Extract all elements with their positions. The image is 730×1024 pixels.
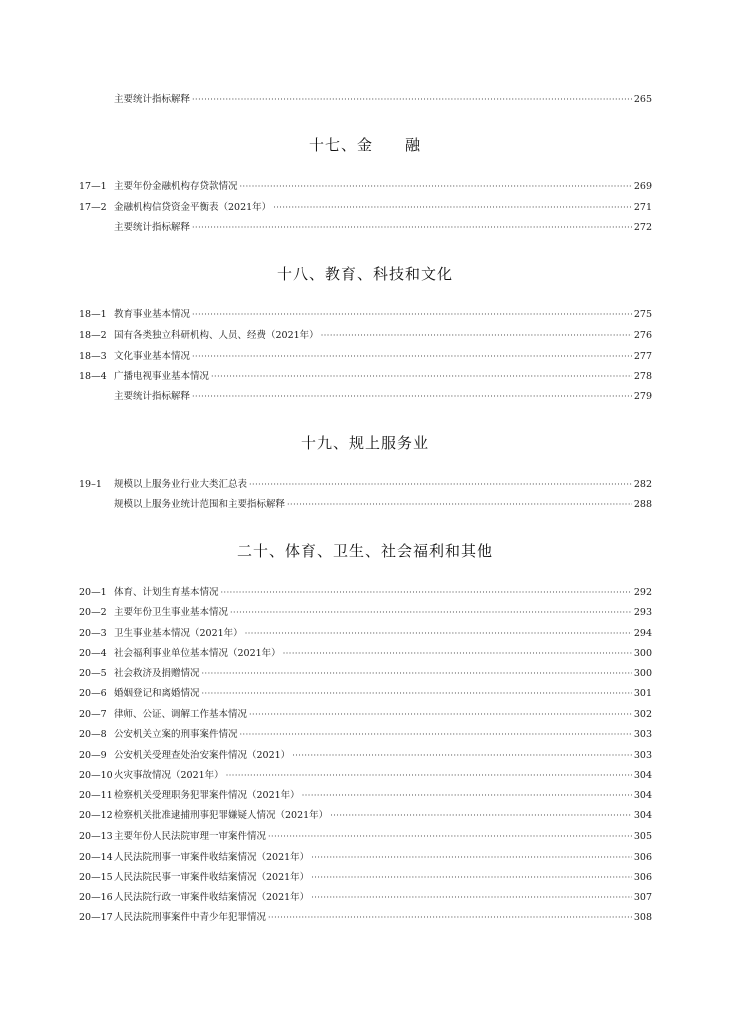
entry-title: 主要统计指标解释 [114, 391, 191, 402]
toc-entry[interactable] [79, 497, 652, 513]
toc-entry[interactable] [79, 220, 652, 236]
leader-dots [226, 768, 632, 784]
leader-dots [311, 870, 632, 886]
entry-number: 20—8 [79, 729, 107, 740]
entry-number: 20—16 [79, 892, 113, 903]
entry-title: 公安机关受理查处治安案件情况（2021） [114, 750, 291, 761]
entry-page: 276 [633, 330, 652, 341]
entry-page: 301 [633, 688, 652, 699]
leader-dots [249, 477, 632, 493]
toc-entry[interactable] [79, 768, 652, 784]
leader-dots [240, 179, 632, 195]
leader-dots [245, 626, 632, 642]
toc-entry[interactable] [79, 850, 652, 866]
entry-number: 20—6 [79, 688, 107, 699]
entry-number: 20—10 [79, 770, 113, 781]
entry-page: 304 [633, 790, 652, 801]
entry-title: 卫生事业基本情况（2021年） [114, 628, 243, 639]
entry-page: 278 [633, 371, 652, 382]
section-heading-17: 十七、金 融 [308, 136, 421, 154]
entry-title: 文化事业基本情况 [114, 351, 191, 362]
toc-entry[interactable] [79, 829, 652, 845]
entry-title: 检察机关批准逮捕刑事犯罪嫌疑人情况（2021年） [114, 810, 329, 821]
toc-entry[interactable] [79, 626, 652, 642]
section-heading-19: 十九、规上服务业 [300, 434, 429, 452]
toc-entry[interactable] [79, 585, 652, 601]
entry-title: 国有各类独立科研机构、人员、经费（2021年） [114, 330, 319, 341]
leader-dots [268, 910, 632, 926]
entry-page: 303 [633, 750, 652, 761]
entry-title: 人民法院行政一审案件收结案情况（2021年） [114, 892, 310, 903]
entry-page: 294 [633, 628, 652, 639]
entry-number: 19–1 [79, 479, 102, 490]
entry-number: 20—5 [79, 668, 107, 679]
entry-page: 304 [633, 770, 652, 781]
leader-dots [249, 707, 632, 723]
entry-title: 主要年份卫生事业基本情况 [114, 607, 229, 618]
entry-title: 体育、计划生育基本情况 [114, 587, 219, 598]
entry-page: 300 [633, 648, 652, 659]
entry-number: 20—14 [79, 852, 113, 863]
leader-dots [302, 788, 632, 804]
entry-number: 20—13 [79, 831, 113, 842]
entry-page: 307 [633, 892, 652, 903]
toc-entry[interactable] [79, 727, 652, 743]
toc-entry[interactable] [79, 92, 652, 108]
leader-dots [202, 686, 632, 702]
entry-title: 广播电视事业基本情况 [114, 371, 210, 382]
leader-dots [240, 727, 632, 743]
entry-title: 教育事业基本情况 [114, 309, 191, 320]
entry-number: 20—17 [79, 912, 113, 923]
entry-page: 277 [633, 351, 652, 362]
entry-number: 20—3 [79, 628, 107, 639]
toc-entry[interactable] [79, 477, 652, 493]
entry-page: 302 [633, 709, 652, 720]
toc-entry[interactable] [79, 748, 652, 764]
entry-page: 293 [633, 607, 652, 618]
entry-title: 社会福利事业单位基本情况（2021年） [114, 648, 281, 659]
leader-dots [192, 307, 632, 323]
toc-entry[interactable] [79, 328, 652, 344]
entry-page: 272 [633, 222, 652, 233]
toc-entry[interactable] [79, 788, 652, 804]
entry-page: 308 [633, 912, 652, 923]
entry-page: 271 [633, 202, 652, 213]
entry-page: 265 [633, 94, 652, 105]
entry-page: 279 [633, 391, 652, 402]
entry-page: 306 [633, 872, 652, 883]
leader-dots [192, 349, 632, 365]
section-heading-18: 十八、教育、科技和文化 [276, 265, 453, 283]
toc-entry[interactable] [79, 179, 652, 195]
toc-entry[interactable] [79, 666, 652, 682]
leader-dots [311, 850, 632, 866]
leader-dots [192, 389, 632, 405]
toc-entry[interactable] [79, 200, 652, 216]
entry-number: 17—2 [79, 202, 107, 213]
entry-page: 275 [633, 309, 652, 320]
section-heading-20: 二十、体育、卫生、社会福利和其他 [236, 542, 493, 560]
entry-page: 304 [633, 810, 652, 821]
leader-dots [330, 808, 632, 824]
entry-page: 303 [633, 729, 652, 740]
entry-number: 20—7 [79, 709, 107, 720]
entry-page: 306 [633, 852, 652, 863]
leader-dots [268, 829, 632, 845]
entry-number: 20—9 [79, 750, 107, 761]
entry-number: 20—1 [79, 587, 107, 598]
entry-number: 17—1 [79, 181, 107, 192]
entry-number: 20—12 [79, 810, 113, 821]
leader-dots [273, 200, 632, 216]
entry-title: 规模以上服务业统计范围和主要指标解释 [114, 499, 286, 510]
entry-title: 婚姻登记和离婚情况 [114, 688, 200, 699]
entry-title: 社会救济及捐赠情况 [114, 668, 200, 679]
toc-entry[interactable] [79, 808, 652, 824]
entry-title: 人民法院刑事一审案件收结案情况（2021年） [114, 852, 310, 863]
entry-title: 火灾事故情况（2021年） [114, 770, 224, 781]
entry-title: 金融机构信贷资金平衡表（2021年） [114, 202, 272, 213]
entry-number: 20—4 [79, 648, 107, 659]
leader-dots [230, 605, 632, 621]
toc-entry[interactable] [79, 707, 652, 723]
entry-page: 282 [633, 479, 652, 490]
toc-entry[interactable] [79, 646, 652, 662]
entry-number: 20—11 [79, 790, 113, 801]
leader-dots [311, 890, 632, 906]
entry-title: 人民法院刑事案件中青少年犯罪情况 [114, 912, 267, 923]
leader-dots [287, 497, 632, 513]
entry-title: 律师、公证、调解工作基本情况 [114, 709, 248, 720]
toc-entry[interactable] [79, 890, 652, 906]
entry-number: 20—2 [79, 607, 107, 618]
toc-entry[interactable] [79, 349, 652, 365]
leader-dots [211, 369, 632, 385]
leader-dots [202, 666, 632, 682]
entry-title: 主要统计指标解释 [114, 94, 191, 105]
entry-number: 20—15 [79, 872, 113, 883]
entry-title: 检察机关受理职务犯罪案件情况（2021年） [114, 790, 300, 801]
entry-number: 18—3 [79, 351, 107, 362]
entry-number: 18—4 [79, 371, 107, 382]
entry-page: 269 [633, 181, 652, 192]
entry-title: 主要年份金融机构存贷款情况 [114, 181, 238, 192]
entry-number: 18—2 [79, 330, 107, 341]
toc-entry[interactable] [79, 910, 652, 926]
leader-dots [221, 585, 632, 601]
toc-entry[interactable] [79, 870, 652, 886]
leader-dots [283, 646, 632, 662]
leader-dots [292, 748, 632, 764]
toc-entry[interactable] [79, 307, 652, 323]
toc-entry[interactable] [79, 605, 652, 621]
leader-dots [192, 220, 632, 236]
toc-entry[interactable] [79, 369, 652, 385]
entry-title: 主要统计指标解释 [114, 222, 191, 233]
entry-title: 人民法院民事一审案件收结案情况（2021年） [114, 872, 310, 883]
leader-dots [192, 92, 632, 108]
toc-entry[interactable] [79, 686, 652, 702]
entry-page: 300 [633, 668, 652, 679]
entry-page: 288 [633, 499, 652, 510]
entry-title: 公安机关立案的刑事案件情况 [114, 729, 238, 740]
entry-page: 305 [633, 831, 652, 842]
entry-page: 292 [633, 587, 652, 598]
entry-title: 主要年份人民法院审理一审案件情况 [114, 831, 267, 842]
toc-entry[interactable] [79, 389, 652, 405]
leader-dots [321, 328, 632, 344]
entry-title: 规模以上服务业行业大类汇总表 [114, 479, 248, 490]
entry-number: 18—1 [79, 309, 107, 320]
